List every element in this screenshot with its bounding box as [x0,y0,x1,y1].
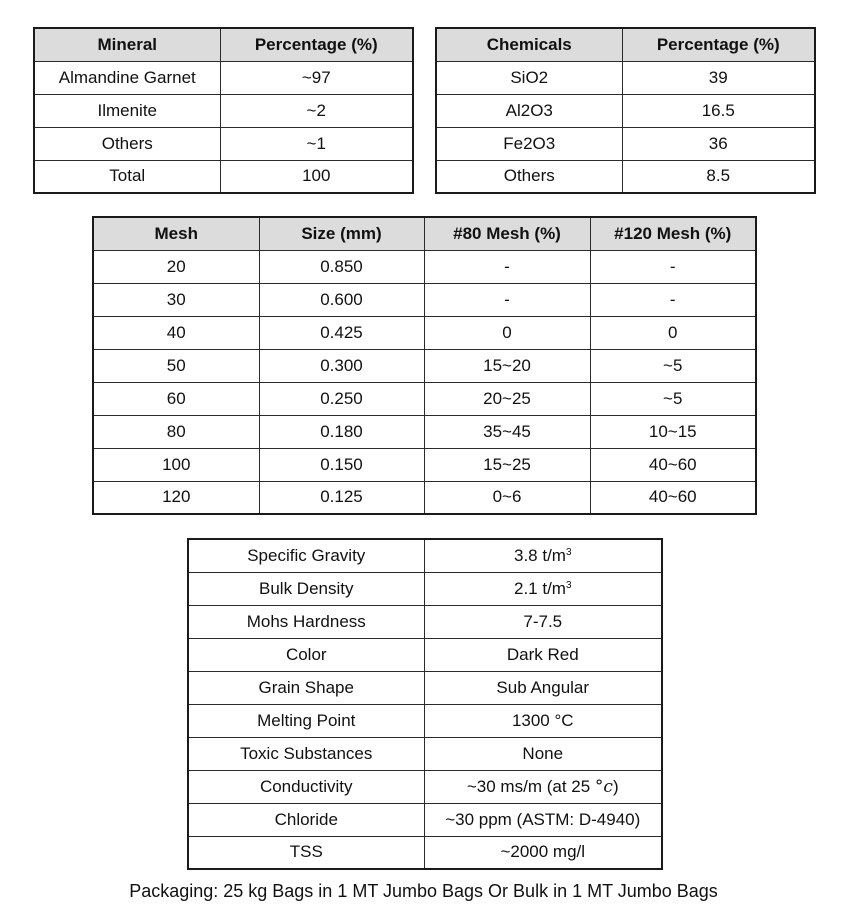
mineral-header: Mineral [34,28,220,61]
chemical-percentage: 36 [622,127,815,160]
chemicals-header: Chemicals [436,28,622,61]
chemical-percentage: 8.5 [622,160,815,193]
mesh-120-value: 0 [590,316,756,349]
size-value: 0.250 [259,382,424,415]
property-label: Melting Point [188,704,424,737]
conductivity-close-paren: ) [612,776,619,796]
property-value: Dark Red [424,638,662,671]
chemical-percentage: 39 [622,61,815,94]
property-row-mohs-hardness [188,605,662,638]
property-label: TSS [188,836,424,869]
chemical-composition-table [435,27,816,194]
mineral-name: Ilmenite [34,94,220,127]
mineral-name: Total [34,160,220,193]
conductivity-temperature-unit: °c [594,776,613,797]
superscript-exponent: 3 [565,546,572,558]
size-value: 0.600 [259,283,424,316]
property-value: None [424,737,662,770]
table-row [436,160,815,193]
table-header-row [93,217,756,250]
property-value [424,770,662,803]
table-row [436,61,815,94]
mesh-120-value: ~5 [590,382,756,415]
table-row [34,61,413,94]
mesh-120-value: ~5 [590,349,756,382]
property-value: 7-7.5 [424,605,662,638]
property-value: ~2000 mg/l [424,836,662,869]
property-value: Sub Angular [424,671,662,704]
mineral-percentage: ~2 [220,94,413,127]
mesh-120-value: 40~60 [590,481,756,514]
mesh-120-value: 10~15 [590,415,756,448]
mineral-name: Almandine Garnet [34,61,220,94]
mesh-80-value: 0 [424,316,590,349]
mesh-80-value: - [424,283,590,316]
table-row [93,283,756,316]
property-value [424,539,662,572]
property-label: Toxic Substances [188,737,424,770]
superscript-exponent: 3 [565,579,572,591]
property-row-bulk-density [188,572,662,605]
conductivity-value: ~30 ms/m (at 25 [466,776,595,796]
property-row-grain-shape [188,671,662,704]
size-value: 0.150 [259,448,424,481]
property-value [424,572,662,605]
mesh-120-value: - [590,250,756,283]
chemical-name: Fe2O3 [436,127,622,160]
table-row [93,316,756,349]
property-label: Grain Shape [188,671,424,704]
mesh-80-value: 20~25 [424,382,590,415]
mesh-120-value: 40~60 [590,448,756,481]
property-label: Mohs Hardness [188,605,424,638]
size-value: 0.850 [259,250,424,283]
table-row [93,481,756,514]
property-row-toxic-substances [188,737,662,770]
mesh-120-header: #120 Mesh (%) [590,217,756,250]
table-row [34,127,413,160]
bulk-density-value: 2.1 t/m [513,578,566,598]
table-row [436,127,815,160]
property-value: 1300 °C [424,704,662,737]
property-row-conductivity [188,770,662,803]
property-row-specific-gravity [188,539,662,572]
size-header: Size (mm) [259,217,424,250]
table-header-row [34,28,413,61]
size-value: 0.425 [259,316,424,349]
property-label: Chloride [188,803,424,836]
property-label: Specific Gravity [188,539,424,572]
mesh-80-header: #80 Mesh (%) [424,217,590,250]
mesh-value: 80 [93,415,259,448]
mineral-percentage: 100 [220,160,413,193]
percentage-header: Percentage (%) [622,28,815,61]
mesh-80-value: 35~45 [424,415,590,448]
mesh-header: Mesh [93,217,259,250]
mesh-80-value: 15~25 [424,448,590,481]
property-label: Bulk Density [188,572,424,605]
mesh-value: 60 [93,382,259,415]
mesh-80-value: 0~6 [424,481,590,514]
specific-gravity-value: 3.8 t/m [513,545,566,565]
table-row [93,448,756,481]
mineral-percentage: ~97 [220,61,413,94]
mesh-value: 100 [93,448,259,481]
property-row-color [188,638,662,671]
table-row [93,415,756,448]
table-row [436,94,815,127]
chemical-name: Al2O3 [436,94,622,127]
mesh-value: 40 [93,316,259,349]
physical-properties-table [187,538,663,870]
table-row [93,382,756,415]
table-row [34,160,413,193]
packaging-note: Packaging: 25 kg Bags in 1 MT Jumbo Bags Or Bulk in 1 MT Jumbo Bags [129,881,718,901]
mesh-size-table [92,216,757,515]
table-row [34,94,413,127]
mesh-120-value: - [590,283,756,316]
mesh-80-value: 15~20 [424,349,590,382]
table-row [93,250,756,283]
property-row-melting-point [188,704,662,737]
property-value: ~30 ppm (ASTM: D-4940) [424,803,662,836]
size-value: 0.300 [259,349,424,382]
mineral-percentage: ~1 [220,127,413,160]
chemical-name: Others [436,160,622,193]
size-value: 0.125 [259,481,424,514]
table-row [93,349,756,382]
percentage-header: Percentage (%) [220,28,413,61]
mesh-value: 30 [93,283,259,316]
size-value: 0.180 [259,415,424,448]
property-row-chloride [188,803,662,836]
chemical-name: SiO2 [436,61,622,94]
property-label: Conductivity [188,770,424,803]
mineral-name: Others [34,127,220,160]
mineral-composition-table [33,27,414,194]
mesh-value: 50 [93,349,259,382]
property-row-tss [188,836,662,869]
mesh-value: 120 [93,481,259,514]
property-label: Color [188,638,424,671]
mesh-80-value: - [424,250,590,283]
table-header-row [436,28,815,61]
mesh-value: 20 [93,250,259,283]
chemical-percentage: 16.5 [622,94,815,127]
